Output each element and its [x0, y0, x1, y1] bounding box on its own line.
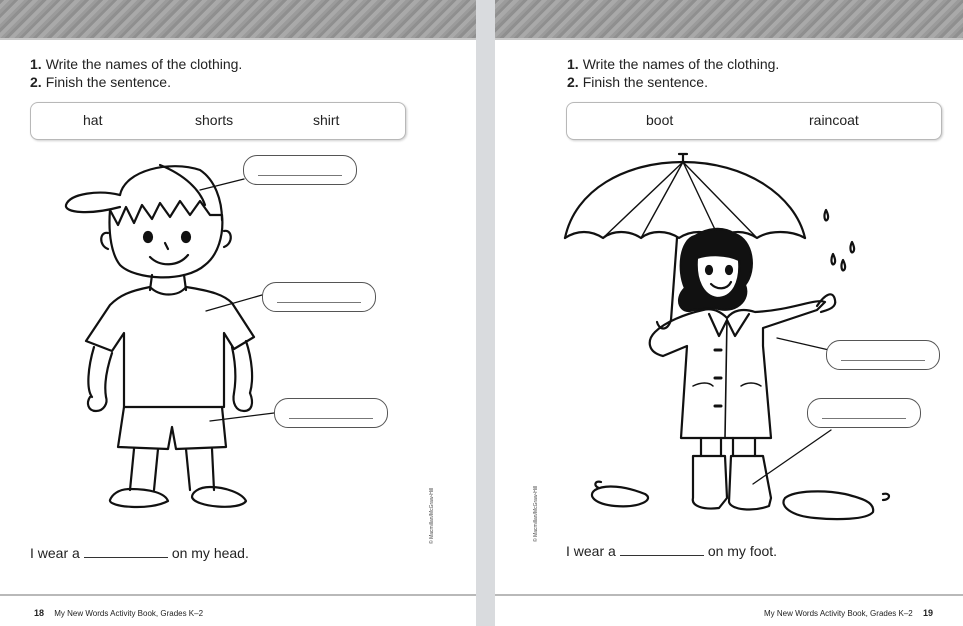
boy-illustration	[0, 145, 476, 525]
answer-box-shirt[interactable]	[262, 282, 376, 312]
right-boot	[729, 456, 771, 509]
sentence: I wear a on my foot.	[566, 543, 778, 559]
page-18	[0, 0, 476, 626]
word-bank-item: boot	[646, 112, 674, 128]
puddle	[592, 487, 648, 507]
umbrella-shaft	[671, 238, 677, 320]
copyright-notice: © Macmillan/McGraw-Hill	[533, 485, 539, 542]
instruction-2: 2. Finish the sentence.	[30, 74, 171, 90]
answer-box-boot[interactable]	[807, 398, 921, 428]
instructions	[567, 55, 779, 91]
cap-brim	[66, 193, 120, 212]
footer	[34, 608, 203, 618]
cap-seam	[160, 165, 205, 205]
word-bank	[566, 102, 942, 140]
page-header-band	[495, 0, 963, 40]
right-sandal	[192, 487, 246, 507]
word-bank	[30, 102, 406, 140]
instruction-1: 1. Write the names of the clothing.	[567, 56, 780, 72]
word-bank-item: raincoat	[809, 112, 859, 128]
page-header-band	[0, 0, 476, 40]
puddle	[783, 491, 873, 519]
instruction-1: 1. Write the names of the clothing.	[30, 56, 243, 72]
word-bank-item: shirt	[313, 112, 340, 128]
shorts	[118, 407, 226, 449]
raincoat	[650, 301, 825, 438]
sentence: I wear a on my head.	[30, 545, 249, 561]
page-19	[495, 0, 963, 626]
instructions	[30, 55, 242, 91]
answer-box-raincoat[interactable]	[826, 340, 940, 370]
word-bank-item: shorts	[195, 112, 234, 128]
sentence-blank[interactable]	[620, 543, 704, 556]
copyright-notice: © Macmillan/McGraw-Hill	[429, 487, 435, 544]
instruction-2: 2. Finish the sentence.	[567, 74, 708, 90]
raised-hand	[817, 294, 835, 312]
book-title: My New Words Activity Book, Grades K–2	[763, 609, 913, 618]
footer-divider	[0, 594, 476, 596]
footer-divider	[495, 594, 963, 596]
sentence-blank[interactable]	[84, 545, 168, 558]
page-number: 19	[922, 608, 933, 618]
umbrella-canopy	[565, 162, 805, 238]
footer	[764, 608, 933, 618]
left-boot	[693, 456, 727, 509]
word-bank-item: hat	[83, 112, 103, 128]
book-title: My New Words Activity Book, Grades K–2	[54, 609, 204, 618]
left-sandal	[110, 489, 168, 507]
answer-box-hat[interactable]	[243, 155, 357, 185]
page-number: 18	[34, 608, 45, 618]
answer-box-shorts[interactable]	[274, 398, 388, 428]
